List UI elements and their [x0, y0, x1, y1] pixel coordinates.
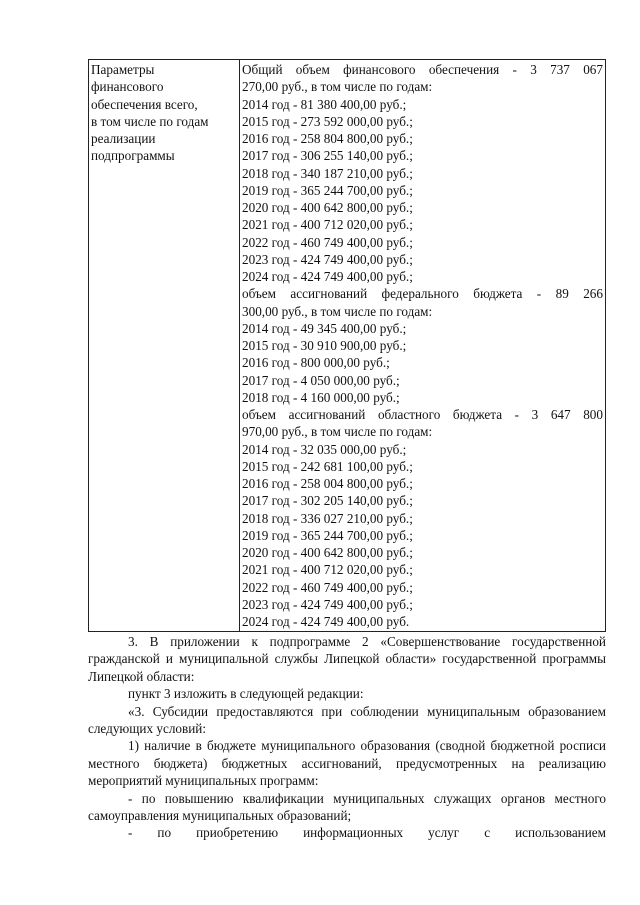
- paragraph-item3-intro: пункт 3 изложить в следующей редакции:: [128, 686, 364, 702]
- total-year-line: 2018 год - 340 187 210,00 руб.;: [242, 165, 413, 181]
- paragraph-condition-1: 1) наличие в бюджете муниципального образования (сводной бюджетной росписи местного бюджета) бюджетных ассигнований, предусмотренных на реализацию мероприятий муниципальных программ:: [88, 738, 606, 789]
- federal-year-line: 2015 год - 30 910 900,00 руб.;: [242, 338, 407, 353]
- total-year-line: 2014 год - 81 380 400,00 руб.;: [242, 96, 407, 112]
- parameter-name-cell: [89, 60, 240, 632]
- federal-year-line: 2017 год - 4 050 000,00 руб.;: [242, 372, 400, 388]
- total-year-line: 2016 год - 258 804 800,00 руб.;: [242, 131, 413, 146]
- regional-year-line: 2022 год - 460 749 400,00 руб.;: [242, 579, 413, 595]
- regional-budget-heading-cont: 970,00 руб., в том числе по годам:: [242, 424, 433, 440]
- federal-year-line: 2016 год - 800 000,00 руб.;: [242, 355, 390, 371]
- federal-year-line: 2014 год - 49 345 400,00 руб.;: [242, 320, 407, 336]
- parameter-name-line: Параметры: [91, 62, 155, 77]
- federal-year-line: 2018 год - 4 160 000,00 руб.;: [242, 389, 400, 405]
- regional-year-line: 2018 год - 336 027 210,00 руб.;: [242, 510, 413, 526]
- regional-year-line: 2024 год - 424 749 400,00 руб.: [242, 614, 410, 629]
- parameter-name-line: реализации: [91, 131, 156, 146]
- total-year-line: 2021 год - 400 712 020,00 руб.;: [242, 217, 413, 233]
- parameter-name-line: подпрограммы: [91, 148, 175, 164]
- total-year-line: 2024 год - 424 749 400,00 руб.;: [242, 269, 413, 284]
- total-year-line: 2019 год - 365 244 700,00 руб.;: [242, 182, 413, 198]
- regional-year-line: 2016 год - 258 004 800,00 руб.;: [242, 476, 413, 491]
- federal-budget-heading: объем ассигнований федерального бюджета - 89 266: [242, 286, 603, 302]
- regional-year-line: 2019 год - 365 244 700,00 руб.;: [242, 527, 413, 543]
- paragraph-bullet-qualification: - по повышению квалификации муниципальных служащих органов местного самоуправления муниципальных образований;: [88, 790, 606, 824]
- total-year-line: 2022 год - 460 749 400,00 руб.;: [242, 234, 413, 250]
- regional-year-line: 2023 год - 424 749 400,00 руб.;: [242, 596, 413, 612]
- paragraph-subsidies: «3. Субсидии предоставляются при соблюдении муниципальным образованием следующих условий:: [88, 703, 606, 737]
- total-financing-heading-cont: 270,00 руб., в том числе по годам:: [242, 79, 433, 95]
- total-year-line: 2020 год - 400 642 800,00 руб.;: [242, 200, 413, 215]
- regional-year-line: 2020 год - 400 642 800,00 руб.;: [242, 545, 413, 560]
- regional-budget-heading: объем ассигнований областного бюджета - 3 647 800: [242, 407, 603, 422]
- total-year-line: 2017 год - 306 255 140,00 руб.;: [242, 148, 413, 164]
- table-row: [89, 60, 606, 632]
- parameter-name-line: финансового: [91, 79, 164, 95]
- paragraph-item-3: 3. В приложении к подпрограмме 2 «Совершенствование государственной гражданской и муниципальной службы Липецкой области» государственной программы Липецкой области:: [88, 634, 606, 684]
- regional-year-line: 2021 год - 400 712 020,00 руб.;: [242, 562, 413, 578]
- parameter-name-line: обеспечения всего,: [91, 96, 198, 112]
- regional-year-line: 2014 год - 32 035 000,00 руб.;: [242, 441, 407, 457]
- parameter-name-line: в том числе по годам: [91, 113, 209, 129]
- federal-budget-heading-cont: 300,00 руб., в том числе по годам:: [242, 303, 433, 319]
- regional-year-line: 2017 год - 302 205 140,00 руб.;: [242, 493, 413, 509]
- financing-parameters-table: [88, 59, 606, 632]
- paragraph-bullet-information-services: - по приобретению информационных услуг с использованием: [128, 825, 606, 841]
- parameter-value-cell: [240, 60, 606, 632]
- total-year-line: 2023 год - 424 749 400,00 руб.;: [242, 251, 413, 267]
- regional-year-line: 2015 год - 242 681 100,00 руб.;: [242, 458, 413, 474]
- total-financing-heading: Общий объем финансового обеспечения - 3 737 067: [242, 62, 603, 77]
- amendment-text: [88, 633, 606, 842]
- total-year-line: 2015 год - 273 592 000,00 руб.;: [242, 113, 413, 129]
